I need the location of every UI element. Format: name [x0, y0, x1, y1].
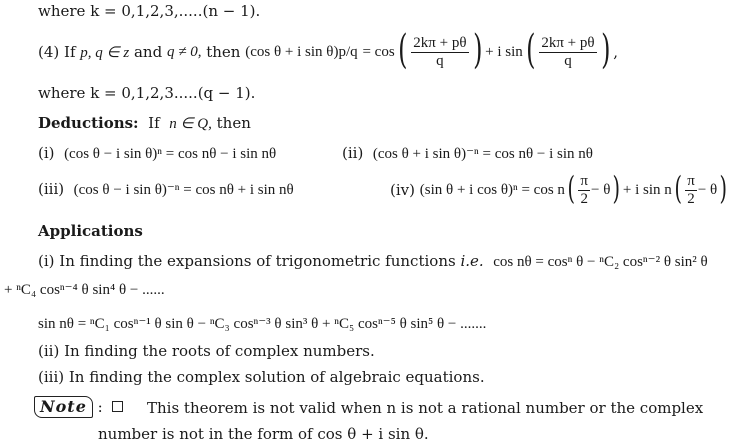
close-paren-3: ) — [612, 169, 621, 207]
application-i-sin-text: sin nθ = ⁿC₁ cosⁿ⁻¹ θ sin θ − ⁿC₃ cosⁿ⁻³ θ sin³ θ + ⁿC₅ cosⁿ⁻⁵ θ sin⁵ θ − ....... — [38, 316, 487, 332]
fraction-1 — [411, 35, 468, 70]
application-iii-text: (iii) In finding the complex solution of algebraic equations. — [38, 368, 485, 386]
deductions-cond: n ∈ Q, — [169, 116, 212, 132]
deduction-iii-formula: (cos θ − i sin θ)⁻ⁿ = cos nθ + i sin nθ — [73, 182, 294, 198]
where-k-line-1 — [38, 2, 260, 20]
where-k-text-1: where k = 0,1,2,3,.....(n − 1). — [38, 2, 261, 20]
where-k-text-2: where k = 0,1,2,3.....(q − 1). — [38, 84, 256, 102]
deductions-if: If — [148, 114, 160, 132]
application-i-cont-text: + ⁿC₄ cosⁿ⁻⁴ θ sin⁴ θ − ...... — [4, 282, 165, 298]
application-i-text: (i) In finding the expansions of trigonometric functions — [38, 252, 456, 270]
fraction-2-numerator: 2kπ + pθ — [541, 34, 595, 51]
fraction-3 — [578, 173, 590, 208]
deduction-iv-label: (iv) — [390, 181, 415, 199]
item-4-statement: (4) If p, q ∈ z and q ≠ 0, then (cos θ + i sin θ) p/q = cos ( $\frac{2k\pi + p\theta}{q}$ ) + i sin ( $\frac{2k\pi + p\theta}{q}$ ) , — [38, 27, 618, 73]
item-4-cond2: q ≠ 0, — [166, 43, 202, 60]
deduction-iv-mid: − θ — [591, 181, 611, 198]
deduction-iv — [390, 168, 730, 212]
applications-heading: Applications — [38, 222, 143, 240]
fraction-2 — [539, 35, 596, 70]
application-i-sin — [38, 314, 486, 333]
note-text-line-1 — [147, 399, 703, 417]
note-colon: : — [97, 398, 103, 416]
open-paren-2: ( — [525, 27, 536, 73]
deductions-heading: Deductions: — [38, 114, 139, 132]
note-text-line-2 — [98, 425, 429, 443]
deduction-iv-end: − θ — [697, 181, 718, 198]
checkbox-icon — [112, 401, 123, 412]
item-4-prefix: (4) If — [38, 43, 76, 61]
fraction-4-denominator: 2 — [687, 190, 695, 207]
item-4-plus-isin: + i sin — [485, 43, 523, 60]
deduction-iv-plus: + i sin n — [622, 181, 672, 198]
deduction-iii — [38, 180, 294, 199]
deductions-then: then — [216, 114, 251, 132]
application-iii — [38, 368, 485, 386]
item-4-cond1: p, q ∈ z — [80, 44, 130, 61]
applications-heading-line — [38, 222, 143, 240]
fraction-4 — [685, 173, 697, 208]
deduction-iv-lhs: (sin θ + i cos θ)ⁿ = cos n — [419, 181, 565, 198]
deduction-ii — [342, 144, 593, 163]
close-paren: ) — [472, 27, 482, 73]
deduction-ii-label: (ii) — [342, 144, 364, 162]
close-paren-4: ) — [719, 169, 728, 207]
fraction-2-denominator: q — [564, 52, 572, 69]
application-i-equation: cos nθ = cosⁿ θ − ⁿC₂ cosⁿ⁻² θ sin² θ — [493, 254, 708, 270]
item-4-then: then — [206, 43, 241, 61]
note-text-1: This theorem is not valid when n is not a rational number or the complex — [147, 399, 704, 417]
close-paren-2: ) — [600, 27, 611, 73]
application-ii-text: (ii) In finding the roots of complex numbers. — [38, 342, 375, 360]
item-4-lhs: (cos θ + i sin θ) — [245, 43, 339, 60]
fraction-1-numerator: 2kπ + pθ — [413, 34, 467, 51]
fraction-3-denominator: 2 — [580, 190, 588, 207]
where-k-line-2 — [38, 84, 255, 102]
application-i-continuation — [4, 280, 165, 299]
item-4-and: and — [133, 43, 163, 61]
application-i — [38, 252, 708, 271]
fraction-1-denominator: q — [436, 52, 444, 69]
item-4-cos: = cos — [362, 43, 395, 60]
application-i-ie: i.e. — [460, 252, 484, 270]
deduction-i — [38, 144, 276, 163]
note-label: Note — [34, 396, 93, 418]
note-line-1 — [34, 396, 123, 418]
item-4-trail: , — [613, 43, 618, 61]
open-paren-3: ( — [567, 169, 575, 207]
deductions-heading-line — [38, 114, 251, 133]
fraction-4-numerator: π — [687, 172, 695, 189]
open-paren: ( — [397, 27, 408, 73]
fraction-3-numerator: π — [580, 172, 588, 189]
deduction-ii-formula: (cos θ + i sin θ)⁻ⁿ = cos nθ − i sin nθ — [372, 146, 593, 162]
deduction-i-label: (i) — [38, 144, 55, 162]
application-ii — [38, 342, 375, 360]
note-text-2: number is not in the form of cos θ + i sin θ. — [98, 425, 429, 443]
open-paren-4: ( — [674, 169, 682, 207]
deduction-i-formula: (cos θ − i sin θ)ⁿ = cos nθ − i sin nθ — [64, 146, 277, 162]
deduction-iii-label: (iii) — [38, 180, 65, 198]
